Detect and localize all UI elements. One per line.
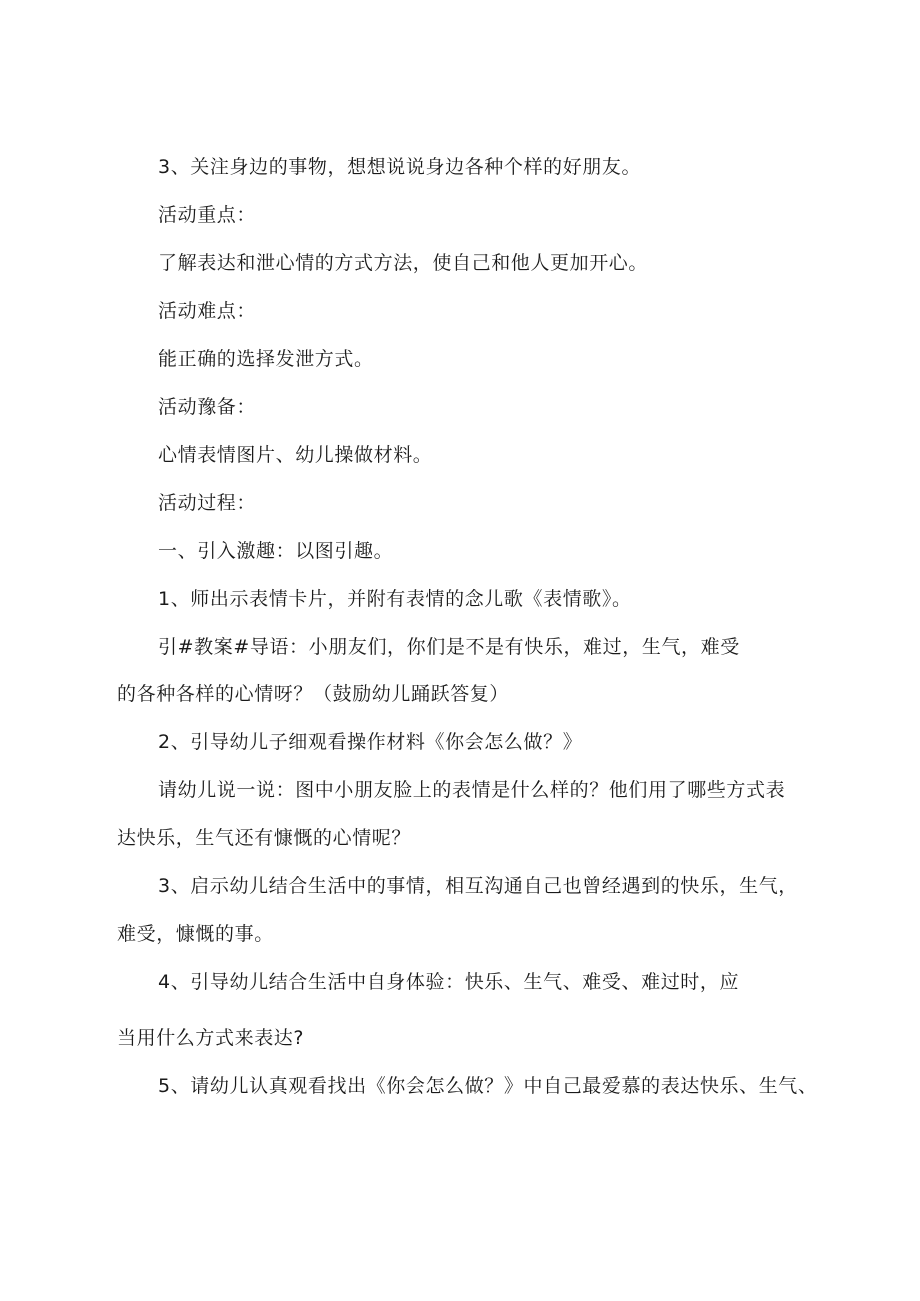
paragraph-line: 5、请幼儿认真观看找出《你会怎么做？》中自己最爱慕的表达快乐、生气、 bbox=[158, 1075, 818, 1097]
paragraph-line: 引#教案#导语：小朋友们，你们是不是有快乐，难过，生气，难受 bbox=[158, 636, 740, 658]
paragraph-line: 一、引入激趣：以图引趣。 bbox=[158, 540, 394, 562]
paragraph-line: 请幼儿说一说：图中小朋友脸上的表情是什么样的？他们用了哪些方式表 bbox=[158, 779, 786, 801]
section-heading: 活动豫备： bbox=[158, 396, 257, 418]
paragraph-line: 1、师出示表情卡片，并附有表情的念儿歌《表情歌》。 bbox=[158, 588, 632, 610]
paragraph-line: 3、关注身边的事物，想想说说身边各种个样的好朋友。 bbox=[158, 156, 642, 178]
paragraph-line: 了解表达和泄心情的方式方法，使自己和他人更加开心。 bbox=[158, 252, 649, 274]
section-heading: 活动难点： bbox=[158, 300, 257, 322]
paragraph-line: 当用什么方式来表达? bbox=[117, 1027, 305, 1049]
section-heading: 活动重点： bbox=[158, 204, 257, 226]
paragraph-line: 3、启示幼儿结合生活中的事情，相互沟通自己也曾经遇到的快乐，生气， bbox=[158, 875, 798, 897]
paragraph-line: 达快乐，生气还有慷慨的心情呢？ bbox=[117, 827, 412, 849]
section-heading: 活动过程： bbox=[158, 492, 257, 514]
paragraph-line: 心情表情图片、幼儿操做材料。 bbox=[158, 444, 433, 466]
paragraph-line: 的各种各样的心情呀？（鼓励幼儿踊跃答复） bbox=[117, 683, 510, 705]
paragraph-line: 难受，慷慨的事。 bbox=[117, 923, 274, 945]
paragraph-line: 能正确的选择发泄方式。 bbox=[158, 348, 374, 370]
paragraph-line: 4、引导幼儿结合生活中自身体验：快乐、生气、难受、难过时，应 bbox=[158, 971, 740, 993]
paragraph-line: 2、引导幼儿子细观看操作材料《你会怎么做？》 bbox=[158, 731, 583, 753]
